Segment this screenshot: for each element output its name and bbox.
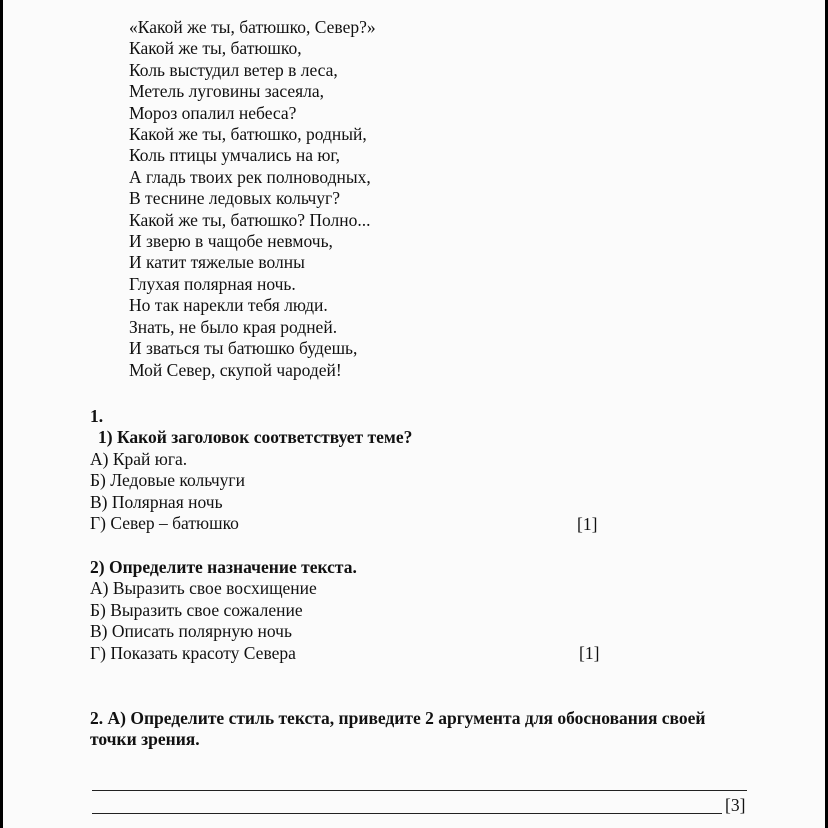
q2-score: [1] — [579, 643, 600, 663]
q2-title: 2) Определите назначение текста. — [90, 557, 357, 577]
poem-line: «Какой же ты, батюшко, Север?» — [129, 17, 376, 37]
task2-block — [90, 708, 706, 751]
poem-line: Какой же ты, батюшко? Полно... — [129, 209, 371, 230]
q1-score: [1] — [577, 514, 598, 534]
poem-line: И катит тяжелые волны — [129, 252, 305, 273]
q2-option-d: Г) Показать красоту Севера — [90, 642, 296, 663]
q1-option-b: Б) Ледовые кольчуги — [90, 470, 245, 491]
worksheet-page — [3, 0, 825, 828]
answer-line[interactable] — [92, 790, 747, 791]
poem-line: Глухая полярная ночь. — [129, 273, 296, 294]
poem-line: В теснине ледовых кольчуг? — [129, 188, 340, 209]
task1-block — [90, 406, 412, 534]
poem-line: Но так нарекли тебя люди. — [129, 295, 328, 316]
task2-question-line2: точки зрения. — [90, 729, 200, 750]
task2-question-line1: 2. А) Определите стиль текста, приведите 2 аргумента для обоснования своей — [90, 708, 706, 728]
task1-number: 1. — [90, 406, 104, 426]
poem-line: И зваться ты батюшко будешь, — [129, 338, 358, 359]
answer-line[interactable] — [92, 813, 722, 814]
q2-block — [90, 557, 357, 664]
q1-option-a: А) Край юга. — [90, 448, 188, 469]
poem-line: И зверю в чащобе невмочь, — [129, 231, 333, 252]
poem-line: Знать, не было края родней. — [129, 316, 338, 337]
q1-option-c: В) Полярная ночь — [90, 491, 223, 512]
poem-line: Какой же ты, батюшко, родный, — [129, 124, 367, 145]
q2-option-a: А) Выразить свое восхищение — [90, 578, 317, 599]
q2-option-b: Б) Выразить свое сожаление — [90, 599, 303, 620]
poem-line: Какой же ты, батюшко, — [129, 38, 302, 59]
q1-title: 1) Какой заголовок соответствует теме? — [98, 427, 413, 448]
poem-line: Мороз опалил небеса? — [129, 102, 297, 123]
poem-line: Коль выстудил ветер в леса, — [129, 59, 338, 80]
q1-option-d: Г) Север – батюшко — [90, 513, 239, 534]
poem-line: А гладь твоих рек полноводных, — [129, 166, 371, 187]
poem-line: Мой Север, скупой чародей! — [129, 359, 342, 380]
poem-line: Коль птицы умчались на юг, — [129, 145, 340, 166]
poem-line: Метель луговины засеяла, — [129, 81, 325, 102]
task2-score: [3] — [725, 795, 746, 815]
q2-option-c: В) Описать полярную ночь — [90, 621, 292, 642]
poem — [129, 17, 376, 381]
